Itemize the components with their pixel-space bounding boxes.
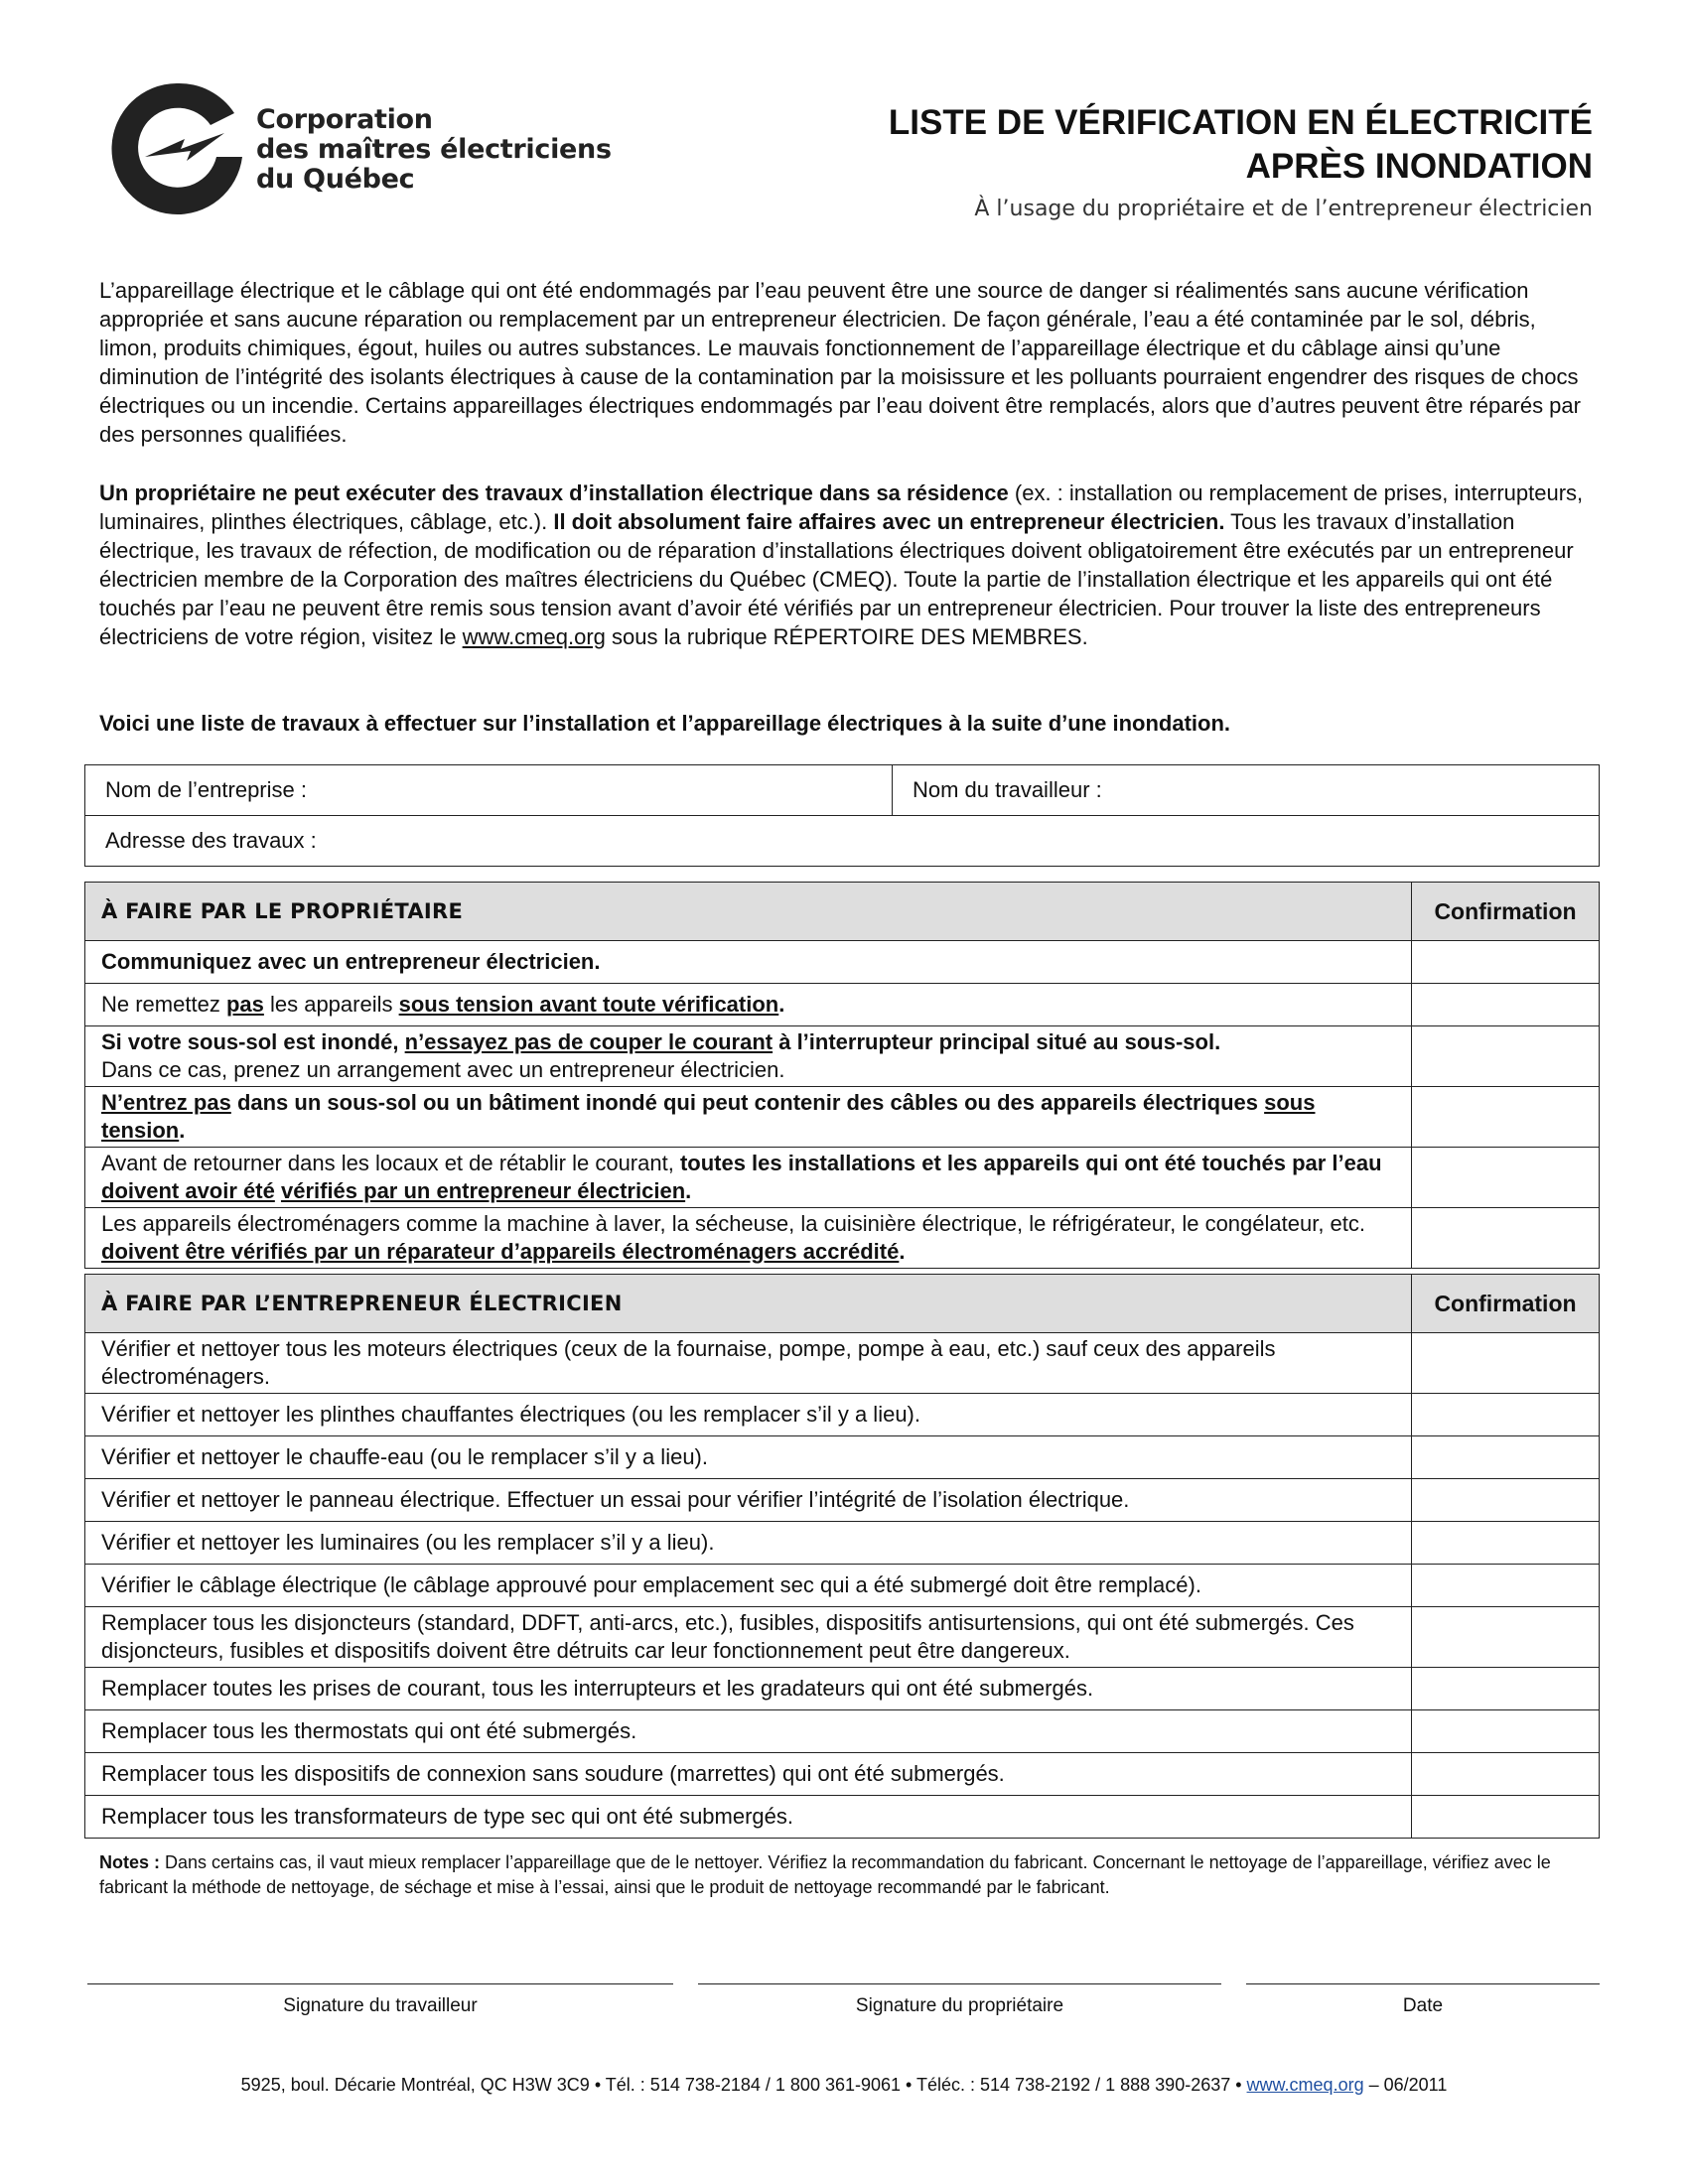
confirmation-box[interactable] (1412, 1710, 1600, 1753)
confirmation-box[interactable] (1412, 1026, 1600, 1087)
checklist-item-text (85, 941, 1412, 984)
checklist-item-text: Vérifier et nettoyer le panneau électrique. Effectuer un essai pour vérifier l’intégrité de l’isolation électrique. (85, 1479, 1412, 1522)
item-emphasis: doivent être vérifiés par un réparateur d’appareils électroménagers accrédité (101, 1239, 900, 1264)
item-text: Avant de retourner dans les locaux et de rétablir le courant, (101, 1151, 680, 1175)
item-emphasis: n’essayez pas de couper le courant (404, 1029, 774, 1054)
logo-line: du Québec (256, 164, 415, 195)
item-emphasis: sous tension (101, 1090, 1316, 1143)
checklist-row (85, 1208, 1600, 1269)
paragraph-text: sous la rubrique RÉPERTOIRE DES MEMBRES. (605, 624, 1088, 649)
item-text: Si votre sous-sol est inondé, (101, 1029, 405, 1054)
checklist-row (85, 1668, 1600, 1710)
item-text: Les appareils électroménagers comme la machine à laver, la sécheuse, la cuisinière électrique, le réfrigérateur, le congélateur, etc. (101, 1211, 1366, 1236)
checklist-item-text: Vérifier le câblage électrique (le câblage approuvé pour emplacement sec qui a été submergé doit être remplacé). (85, 1565, 1412, 1607)
checklist-item-text: Vérifier et nettoyer les luminaires (ou les remplacer s’il y a lieu). (85, 1522, 1412, 1565)
confirmation-box[interactable] (1412, 1436, 1600, 1479)
checklist-item-text (85, 984, 1412, 1026)
confirmation-box[interactable] (1412, 1479, 1600, 1522)
footer (0, 2075, 1688, 2096)
checklist-item-text: Remplacer tous les dispositifs de connexion sans soudure (marrettes) qui ont été submergés. (85, 1753, 1412, 1796)
contractor-section-heading: À FAIRE PAR L’ENTREPRENEUR ÉLECTRICIEN (85, 1275, 1412, 1333)
footer-link[interactable]: www.cmeq.org (1246, 2075, 1364, 2095)
checklist-item-text: Vérifier et nettoyer les plinthes chauffantes électriques (ou les remplacer s’il y a lieu). (85, 1394, 1412, 1436)
confirmation-header: Confirmation (1412, 883, 1600, 941)
item-text: Communiquez avec un entrepreneur électricien. (101, 949, 601, 974)
logo-line: Corporation (256, 104, 433, 135)
confirmation-box[interactable] (1412, 1394, 1600, 1436)
confirmation-box[interactable] (1412, 1333, 1600, 1394)
item-emphasis: pas (225, 992, 264, 1017)
confirmation-box[interactable] (1412, 1796, 1600, 1839)
checklist-item-text (85, 1026, 1412, 1087)
item-text: . (179, 1118, 186, 1143)
checklist-row (85, 1436, 1600, 1479)
checklist-row (85, 1796, 1600, 1839)
item-text: à l’interrupteur principal situé au sous-sol. (773, 1029, 1221, 1054)
logo-wordmark (256, 105, 612, 195)
confirmation-box[interactable] (1412, 1087, 1600, 1148)
confirmation-box[interactable] (1412, 1753, 1600, 1796)
item-text: . (899, 1239, 906, 1264)
document-title: LISTE DE VÉRIFICATION EN ÉLECTRICITÉ (888, 103, 1593, 142)
item-emphasis: vérifiés par un entrepreneur électricien (280, 1178, 686, 1203)
notes (99, 1850, 1599, 1900)
checklist-item-text: Remplacer tous les disjoncteurs (standard, DDFT, anti-arcs, etc.), fusibles, dispositifs antisurtensions, qui ont été submergés. Ces disjoncteurs, fusibles et dispositifs doivent être détruits car leur fonctionnement peut être dangereux. (85, 1607, 1412, 1668)
contractor-checklist (84, 1274, 1600, 1839)
owner-signature-line[interactable] (698, 1983, 1221, 1984)
checklist-item-text: Remplacer toutes les prises de courant, tous les interrupteurs et les gradateurs qui ont été submergés. (85, 1668, 1412, 1710)
checklist-row (85, 1148, 1600, 1208)
checklist-item-text (85, 1148, 1412, 1208)
item-text: dans un sous-sol ou un bâtiment inondé qui peut contenir des câbles ou des appareils électriques (230, 1090, 1265, 1115)
checklist-row (85, 1087, 1600, 1148)
worker-signature-line[interactable] (87, 1983, 673, 1984)
bold-statement: Il doit absolument faire affaires avec un entrepreneur électricien. (553, 509, 1225, 534)
checklist-item-text: Vérifier et nettoyer le chauffe-eau (ou le remplacer s’il y a lieu). (85, 1436, 1412, 1479)
intro-paragraph: L’appareillage électrique et le câblage qui ont été endommagés par l’eau peuvent être une source de danger si réalimentés sans aucune vérification appropriée et sans aucune réparation ou remplacement par un entrepreneur électricien. De façon générale, l’eau a été contaminée par le sol, débris, limon, produits chimiques, égout, huiles ou autres substances. Le mauvais fonctionnement de l’appareillage électrique et du câblage ainsi qu’une diminution de l’intégrité des isolants électriques à cause de la contamination par la moisissure et les polluants pourraient engendrer des risques de chocs électriques ou un incendie. Certains appareillages électriques endommagés par l’eau doivent être remplacés, alors que d’autres peuvent être réparés par des personnes qualifiées. (99, 278, 1581, 447)
confirmation-box[interactable] (1412, 1607, 1600, 1668)
cmeq-emblem-icon (107, 79, 246, 218)
cmeq-link[interactable]: www.cmeq.org (462, 624, 606, 649)
paragraph-text: Tous les travaux d’installation électrique, les travaux de réfection, de modification ou de réparation d’installations électriques doivent obligatoirement être exécutés par un entrepreneur électricien membre de la Corporation des maîtres électriciens du Québec (CMEQ). Toute la partie de l’installation électrique et les appareils qui ont été touchés par l’eau ne peuvent être remis sous tension avant d’avoir été vérifiés par un entrepreneur électricien. Pour trouver la liste des entrepreneurs électriciens de votre région, visitez le (99, 509, 1574, 649)
item-text: toutes les installations et les appareils qui ont été touchés par l’eau (679, 1151, 1382, 1175)
bold-statement: Un propriétaire ne peut exécuter des travaux d’installation électrique dans sa résidence (99, 480, 1009, 505)
checklist-row (85, 1710, 1600, 1753)
item-text: Ne remettez (101, 992, 226, 1017)
checklist-item-text: Remplacer tous les thermostats qui ont été submergés. (85, 1710, 1412, 1753)
list-intro: Voici une liste de travaux à effectuer sur l’installation et l’appareillage électriques à la suite d’une inondation. (99, 711, 1231, 736)
checklist-row (85, 941, 1600, 984)
checklist-row (85, 1753, 1600, 1796)
owner-checklist (84, 882, 1600, 1269)
checklist-row (85, 1607, 1600, 1668)
checklist-item-text: Remplacer tous les transformateurs de type sec qui ont été submergés. (85, 1796, 1412, 1839)
item-text: . (685, 1178, 692, 1203)
document-subtitle: À l’usage du propriétaire et de l’entrepreneur électricien (974, 197, 1593, 221)
footer-address: 5925, boul. Décarie Montréal, QC H3W 3C9 • Tél. : 514 738-2184 / 1 800 361-9061 • Téléc. : 514 738-2192 / 1 888 390-2637 • (240, 2075, 1247, 2095)
confirmation-box[interactable] (1412, 1148, 1600, 1208)
checklist-row (85, 1522, 1600, 1565)
date-line[interactable] (1246, 1983, 1600, 1984)
item-text: les appareils (263, 992, 399, 1017)
footer-date: – 06/2011 (1363, 2075, 1448, 2095)
confirmation-box[interactable] (1412, 1565, 1600, 1607)
company-name-field[interactable]: Nom de l’entreprise : (85, 765, 893, 816)
checklist-item-text (85, 1087, 1412, 1148)
requirement-paragraph (99, 478, 1599, 651)
checklist-row (85, 1394, 1600, 1436)
checklist-row (85, 1026, 1600, 1087)
owner-section-heading: À FAIRE PAR LE PROPRIÉTAIRE (85, 883, 1412, 941)
document-title-line2: APRÈS INONDATION (1245, 147, 1593, 186)
cmeq-logo (107, 79, 703, 228)
notes-text: Dans certains cas, il vaut mieux remplacer l’appareillage que de le nettoyer. Vérifiez la recommandation du fabricant. Concernant le nettoyage de l’appareillage, vérifiez avec le fabricant la méthode de nettoyage, de séchage et mise à l’essai, ainsi que le produit de nettoyage recommandé par le fabricant. (99, 1852, 1551, 1897)
confirmation-box[interactable] (1412, 1208, 1600, 1269)
paragraph-text: (ex. : installation ou remplacement de prises, interrupteurs, luminaires, plinthes électriques, câblage, etc.). (99, 480, 1584, 534)
item-text: . (778, 992, 785, 1017)
checklist-row (85, 984, 1600, 1026)
work-address-field[interactable]: Adresse des travaux : (85, 816, 1600, 867)
item-text: Dans ce cas, prenez un arrangement avec un entrepreneur électricien. (101, 1057, 785, 1082)
notes-label: Notes : (99, 1852, 161, 1872)
owner-signature-label: Signature du propriétaire (855, 1995, 1064, 2016)
worker-name-field[interactable]: Nom du travailleur : (893, 765, 1600, 816)
checklist-row (85, 1333, 1600, 1394)
checklist-row (85, 1565, 1600, 1607)
checklist-item-text: Vérifier et nettoyer tous les moteurs électriques (ceux de la fournaise, pompe, pompe à eau, etc.) sauf ceux des appareils électroménagers. (85, 1333, 1412, 1394)
confirmation-box[interactable] (1412, 941, 1600, 984)
checklist-item-text (85, 1208, 1412, 1269)
item-emphasis: N’entrez pas (101, 1090, 231, 1115)
confirmation-box[interactable] (1412, 1522, 1600, 1565)
document-title-block (889, 101, 1593, 226)
logo-line: des maîtres électriciens (256, 134, 612, 165)
info-form (84, 764, 1600, 867)
worker-signature-label: Signature du travailleur (283, 1995, 478, 2016)
confirmation-header: Confirmation (1412, 1275, 1600, 1333)
date-label: Date (1402, 1995, 1444, 2016)
item-emphasis: doivent avoir été (101, 1178, 275, 1203)
confirmation-box[interactable] (1412, 984, 1600, 1026)
item-emphasis: sous tension avant toute vérification (398, 992, 779, 1017)
confirmation-box[interactable] (1412, 1668, 1600, 1710)
checklist-row (85, 1479, 1600, 1522)
